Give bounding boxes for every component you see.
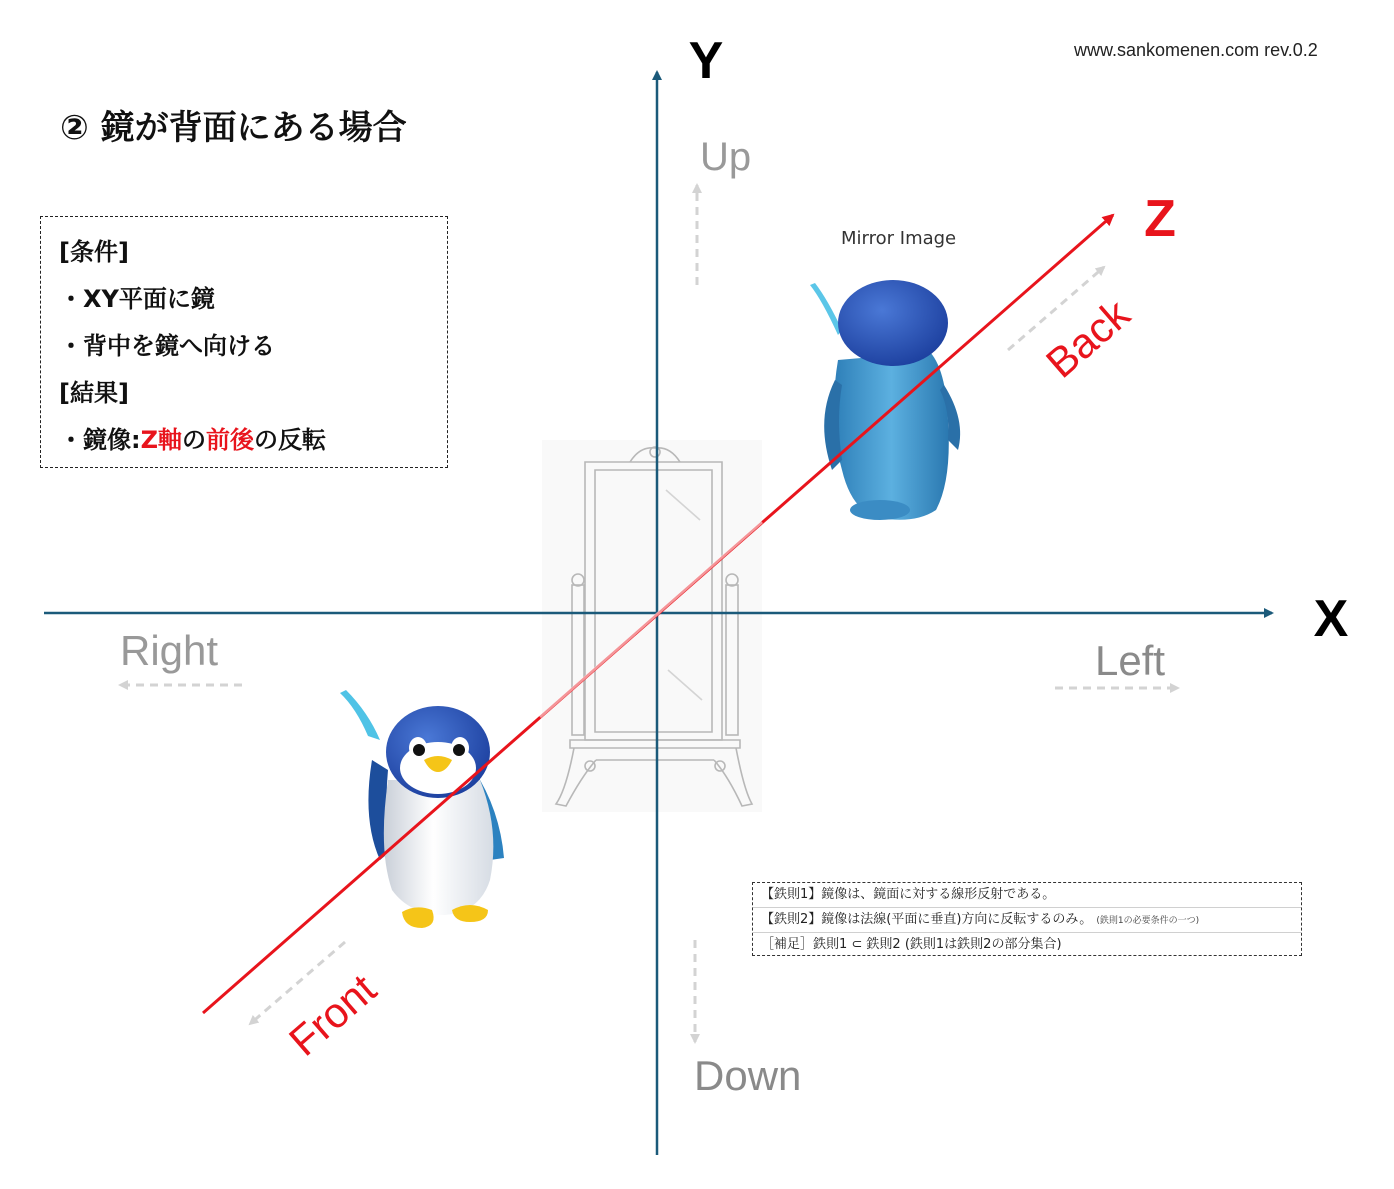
penguin-icon [340,690,504,928]
y-axis-label: Y [688,32,724,90]
page-title: ② 鏡が背面にある場合 [60,108,407,148]
result-mid: の [182,426,207,454]
right-label: Right [120,627,219,674]
result-axis: Z軸 [140,426,183,454]
conditions-title: [条件] [59,238,129,266]
condition-item: ・XY平面に鏡 [59,285,215,313]
up-label: Up [700,135,752,179]
mirror-image-label: Mirror Image [841,228,957,249]
down-label: Down [694,1052,802,1099]
rule-supplement: ［補足］鉄則1 ⊂ 鉄則2 (鉄則1は鉄則2の部分集合) [761,937,1062,952]
rules-box [752,882,1302,956]
result-suffix: の反転 [254,426,327,454]
result-direction: 前後 [206,426,255,454]
z-axis-label: Z [1144,190,1176,248]
left-label: Left [1095,637,1166,684]
condition-item: ・背中を鏡へ向ける [59,332,275,360]
rule-1: 【鉄則1】鏡像は、鏡面に対する線形反射である。 [753,883,1301,908]
site-url: www.sankomenen.com rev.0.2 [1074,40,1318,60]
back-label: Back [1037,290,1139,387]
result-prefix: ・鏡像: [59,426,141,454]
conditions-box [40,216,448,468]
front-label: Front [280,965,385,1065]
result-line [59,417,447,464]
x-axis-label: X [1313,590,1349,648]
mirror-icon [542,440,762,812]
result-title: [結果] [59,379,129,407]
penguin-back-icon [810,280,960,520]
rule-2 [753,908,1301,933]
rule-2-note: (鉄則1の必要条件の一つ) [1096,916,1200,926]
rule-2-text: 【鉄則2】鏡像は法線(平面に垂直)方向に反転するのみ。 [761,912,1093,927]
